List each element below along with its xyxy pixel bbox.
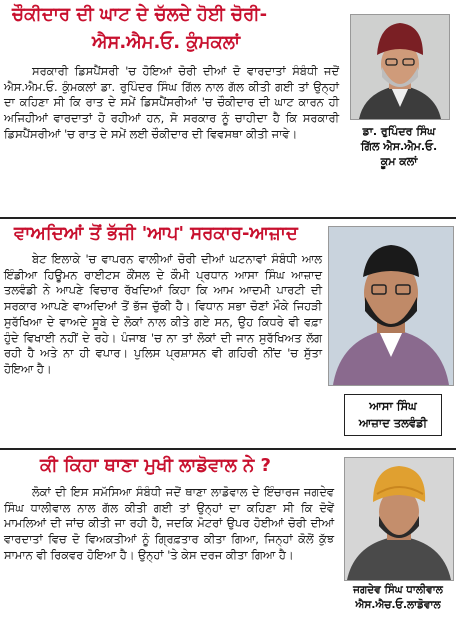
section-2-body: ਬੇਟ ਇਲਾਕੇ 'ਚ ਵਾਪਰਨ ਵਾਲੀਆਂ ਚੋਰੀ ਦੀਆਂ ਘਟਨਾਵਾਂ ਸੰਬੰਧੀ ਆਲ ਇੰਡੀਆ ਹਿਊਮਨ ਰਾਈਟਸ ਕੌਂਸਲ ਦੇ ਕੌਮੀ ਪ੍ਰਧਾਨ ਆਸਾ ਸਿੰਘ ਆਜ਼ਾਦ ਤਲਵੰਡੀ ਨੇ ਆਪਣੇ ਵਿਚਾਰ ਰੱਖਦਿਆਂ ਕਿਹਾ ਕਿ ਆਮ ਆਦਮੀ ਪਾਰਟੀ ਦੀ ਸਰਕਾਰ ਆਪਣੇ ਵਾਅਦਿਆਂ ਤੋਂ ਭੱਜ ਚੁੱਕੀ ਹੈ। ਵਿਧਾਨ ਸਭਾ ਚੋਣਾਂ ਮੌਕੇ ਜਿਹੜੀ ਸੁਰੱਖਿਆ ਦੇ ਵਾਅਦੇ ਸੂਬੇ ਦੇ ਲੋਕਾਂ ਨਾਲ ਕੀਤੇ ਗਏ ਸਨ, ਉਹ ਕਿਧਰੇ ਵੀ ਵਫ਼ਾ ਹੁੰਦੇ ਵਿਖਾਈ ਨਹੀਂ ਦੇ ਰਹੇ। ਪੰਜਾਬ 'ਚ ਨਾ ਤਾਂ ਲੋਕਾਂ ਦੀ ਜਾਨ ਸੁਰੱਖਿਅਤ ਲੱਗ ਰਹੀ ਹੈ ਅਤੇ ਨਾ ਹੀ ਵਪਾਰ। ਪੁਲਿਸ ਪ੍ਰਸ਼ਾਸਨ ਵੀ ਗਹਿਰੀ ਨੀਂਦ 'ਚ ਸੁੱਤਾ ਹੋਇਆ ਹੈ। [4,252,322,376]
section-1-headline-line-2: ਐਸ.ਐਮ.ਓ. ਕੁੰਮਕਲਾਂ [92,32,241,53]
caption-2-line-2: ਆਜ਼ਾਦ ਤਲਵੰਡੀ [358,416,428,430]
article-section-1 [0,0,456,216]
caption-1-line-3: ਕੂਮ ਕਲਾਂ [380,155,418,168]
section-3-body: ਲੋਕਾਂ ਦੀ ਇਸ ਸਮੱਸਿਆ ਸੰਬੰਧੀ ਜਦੋਂ ਥਾਣਾ ਲਾਡੋਵਾਲ ਦੇ ਇੰਚਾਰਜ ਜਗਦੇਵ ਸਿੰਘ ਧਾਲੀਵਾਲ ਨਾਲ ਗੱਲ ਕੀਤੀ ਗਈ ਤਾਂ ਉਨ੍ਹਾਂ ਦਾ ਕਹਿਣਾ ਸੀ ਕਿ ਦੋਵੇਂ ਮਾਮਲਿਆਂ ਦੀ ਜਾਂਚ ਕੀਤੀ ਜਾ ਰਹੀ ਹੈ, ਜਦਕਿ ਮੋਟਰਾਂ ਉਪਰ ਹੋਈਆਂ ਚੋਰੀ ਦੀਆਂ ਵਾਰਦਾਤਾਂ ਵਿਚ ਦੋ ਵਿਅਕਤੀਆਂ ਨੂੰ ਗ੍ਰਿਫ਼ਤਾਰ ਕੀਤਾ ਗਿਆ, ਜਿਨ੍ਹਾਂ ਕੋਲੋਂ ਕੁੱਝ ਸਾਮਾਨ ਵੀ ਰਿਕਵਰ ਹੋਇਆ ਹੈ। ਉਨ੍ਹਾਂ 'ਤੇ ਕੇਸ ਦਰਜ ਕੀਤਾ ਗਿਆ ਹੈ। [4,485,334,562]
article-section-2 [0,220,456,448]
caption-3-line-1: ਜਗਦੇਵ ਸਿੰਘ ਧਾਲੀਵਾਲ [353,584,443,596]
section-3-caption [340,583,456,613]
section-1-caption [346,124,452,169]
portrait-jagdev-singh-dhaliwal [345,458,453,580]
portrait-asa-singh-azad-talwandi [329,227,453,385]
caption-3-line-2: ਐਸ.ਐਚ.ਓ.ਲਾਡੋਵਾਲ [355,599,441,611]
section-1-headline-line-1: ਚੌਕੀਦਾਰ ਦੀ ਘਾਟ ਦੇ ਚੱਲਦੇ ਹੋਈ ਚੋਰੀ- [12,4,268,25]
section-2-headline: ਵਾਅਦਿਆਂ ਤੋਂ ਭੱਜੀ 'ਆਪ' ਸਰਕਾਰ-ਆਜ਼ਾਦ [14,223,298,244]
section-3-headline: ਕੀ ਕਿਹਾ ਥਾਣਾ ਮੁਖੀ ਲਾਡੋਵਾਲ ਨੇ ? [40,455,271,476]
section-divider-1 [0,217,456,219]
caption-2-line-1: ਆਸਾ ਸਿੰਘ [369,399,417,413]
section-2-photo [328,226,454,386]
section-1-photo [350,14,450,120]
section-2-caption [344,394,442,436]
portrait-rupinder-singh-gill [351,15,449,119]
section-1-body: ਸਰਕਾਰੀ ਡਿਸਪੈਂਸਰੀ 'ਚ ਹੋਇਆਂ ਚੋਰੀ ਦੀਆਂ ਦੋ ਵਾਰਦਾਤਾਂ ਸੰਬੰਧੀ ਜਦੋਂ ਐਸ.ਐਮ.ਓ. ਕੁੰਮਕਲਾਂ ਡਾ. ਰੁਪਿੰਦਰ ਸਿੰਘ ਗਿੱਲ ਨਾਲ ਗੱਲ ਕੀਤੀ ਗਈ ਤਾਂ ਉਨ੍ਹਾਂ ਦਾ ਕਹਿਣਾ ਸੀ ਕਿ ਰਾਤ ਦੇ ਸਮੇਂ ਡਿਸਪੈਂਸਰੀਆਂ 'ਚ ਚੌਕੀਦਾਰ ਦੀ ਘਾਟ ਕਾਰਨ ਹੀ ਅਜਿਹੀਆਂ ਵਾਰਦਾਤਾਂ ਹੋ ਰਹੀਆਂ ਹਨ, ਸੋ ਸਰਕਾਰ ਨੂੰ ਚਾਹੀਦਾ ਹੈ ਕਿ ਸਰਕਾਰੀ ਡਿਸਪੈਂਸਰੀਆਂ 'ਚ ਰਾਤ ਦੇ ਸਮੇਂ ਲਈ ਚੌਕੀਦਾਰ ਦੀ ਵਿਵਸਥਾ ਕੀਤੀ ਜਾਵੇ। [4,64,339,141]
section-3-photo [344,457,454,581]
article-section-3 [0,451,456,636]
caption-1-line-2: ਗਿੱਲ ਐਸ.ਐਮ.ਓ. [360,140,438,153]
section-divider-2 [0,448,456,450]
caption-1-line-1: ਡਾ. ਰੁਪਿੰਦਰ ਸਿੰਘ [362,125,436,138]
